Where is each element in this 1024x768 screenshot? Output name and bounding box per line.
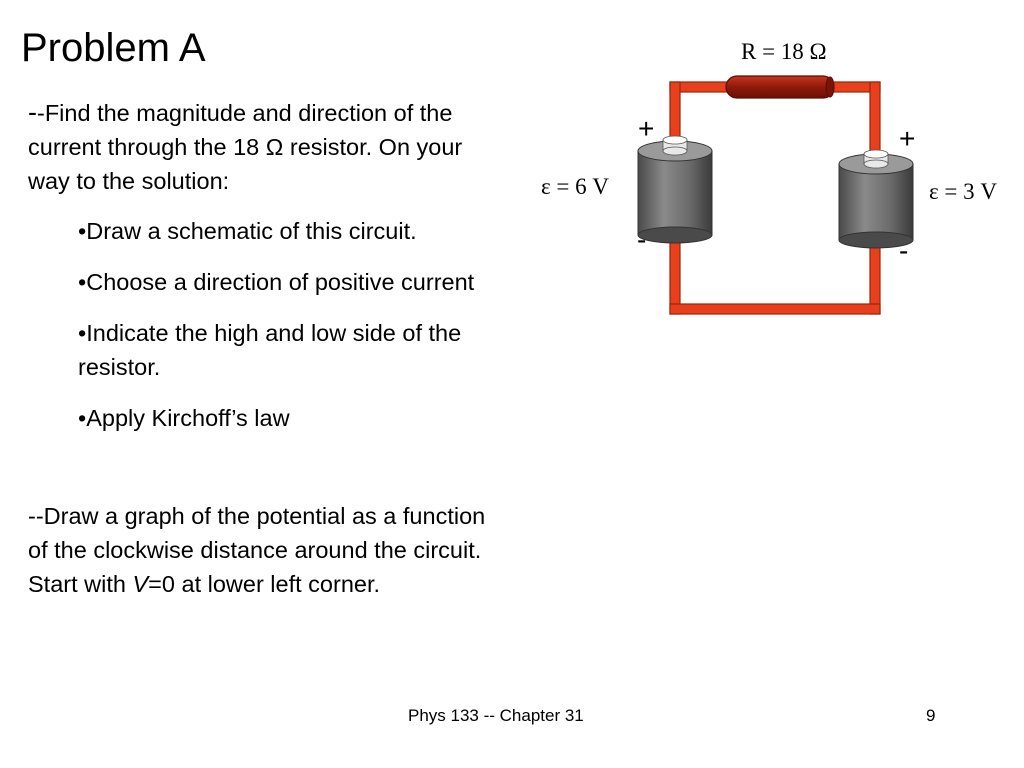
wire-right-lower bbox=[870, 242, 880, 314]
page-number: 9 bbox=[926, 706, 936, 725]
graph-task-text: --Draw a graph of the potential as a function of the clockwise distance around the circuit. Start with bbox=[28, 503, 486, 597]
resistor bbox=[726, 76, 834, 98]
right-minus-sign: - bbox=[899, 235, 909, 266]
intro-lead-dash: - bbox=[28, 97, 37, 127]
wire-left-upper bbox=[670, 82, 680, 144]
step-item: •Draw a schematic of this circuit. bbox=[78, 218, 417, 244]
step-item: •Indicate the high and low side of the resistor. bbox=[78, 320, 462, 380]
right-emf-label: ε = 3 V bbox=[929, 179, 997, 204]
potential-variable: V bbox=[132, 571, 149, 597]
resistor-label: R = 18 Ω bbox=[741, 39, 827, 64]
wire-right-upper bbox=[870, 82, 880, 160]
left-emf-label: ε = 6 V bbox=[541, 174, 609, 199]
step-item: •Choose a direction of positive current bbox=[78, 269, 475, 295]
step-item: •Apply Kirchoff’s law bbox=[78, 405, 290, 431]
battery-right bbox=[839, 150, 913, 248]
wire-bottom bbox=[670, 304, 880, 314]
battery-left bbox=[638, 136, 712, 243]
left-minus-sign: - bbox=[637, 224, 647, 255]
slide-title: Problem A bbox=[21, 26, 206, 70]
graph-task-end: =0 at lower left corner. bbox=[148, 571, 381, 597]
right-plus-sign: + bbox=[899, 123, 916, 154]
intro-text: -Find the magnitude and direction of the current through the 18 Ω resistor. On your way to the solution: bbox=[28, 100, 463, 194]
footer-course: Phys 133 -- Chapter 31 bbox=[408, 706, 584, 725]
wire-left-lower bbox=[670, 232, 680, 314]
left-plus-sign: + bbox=[638, 113, 655, 144]
